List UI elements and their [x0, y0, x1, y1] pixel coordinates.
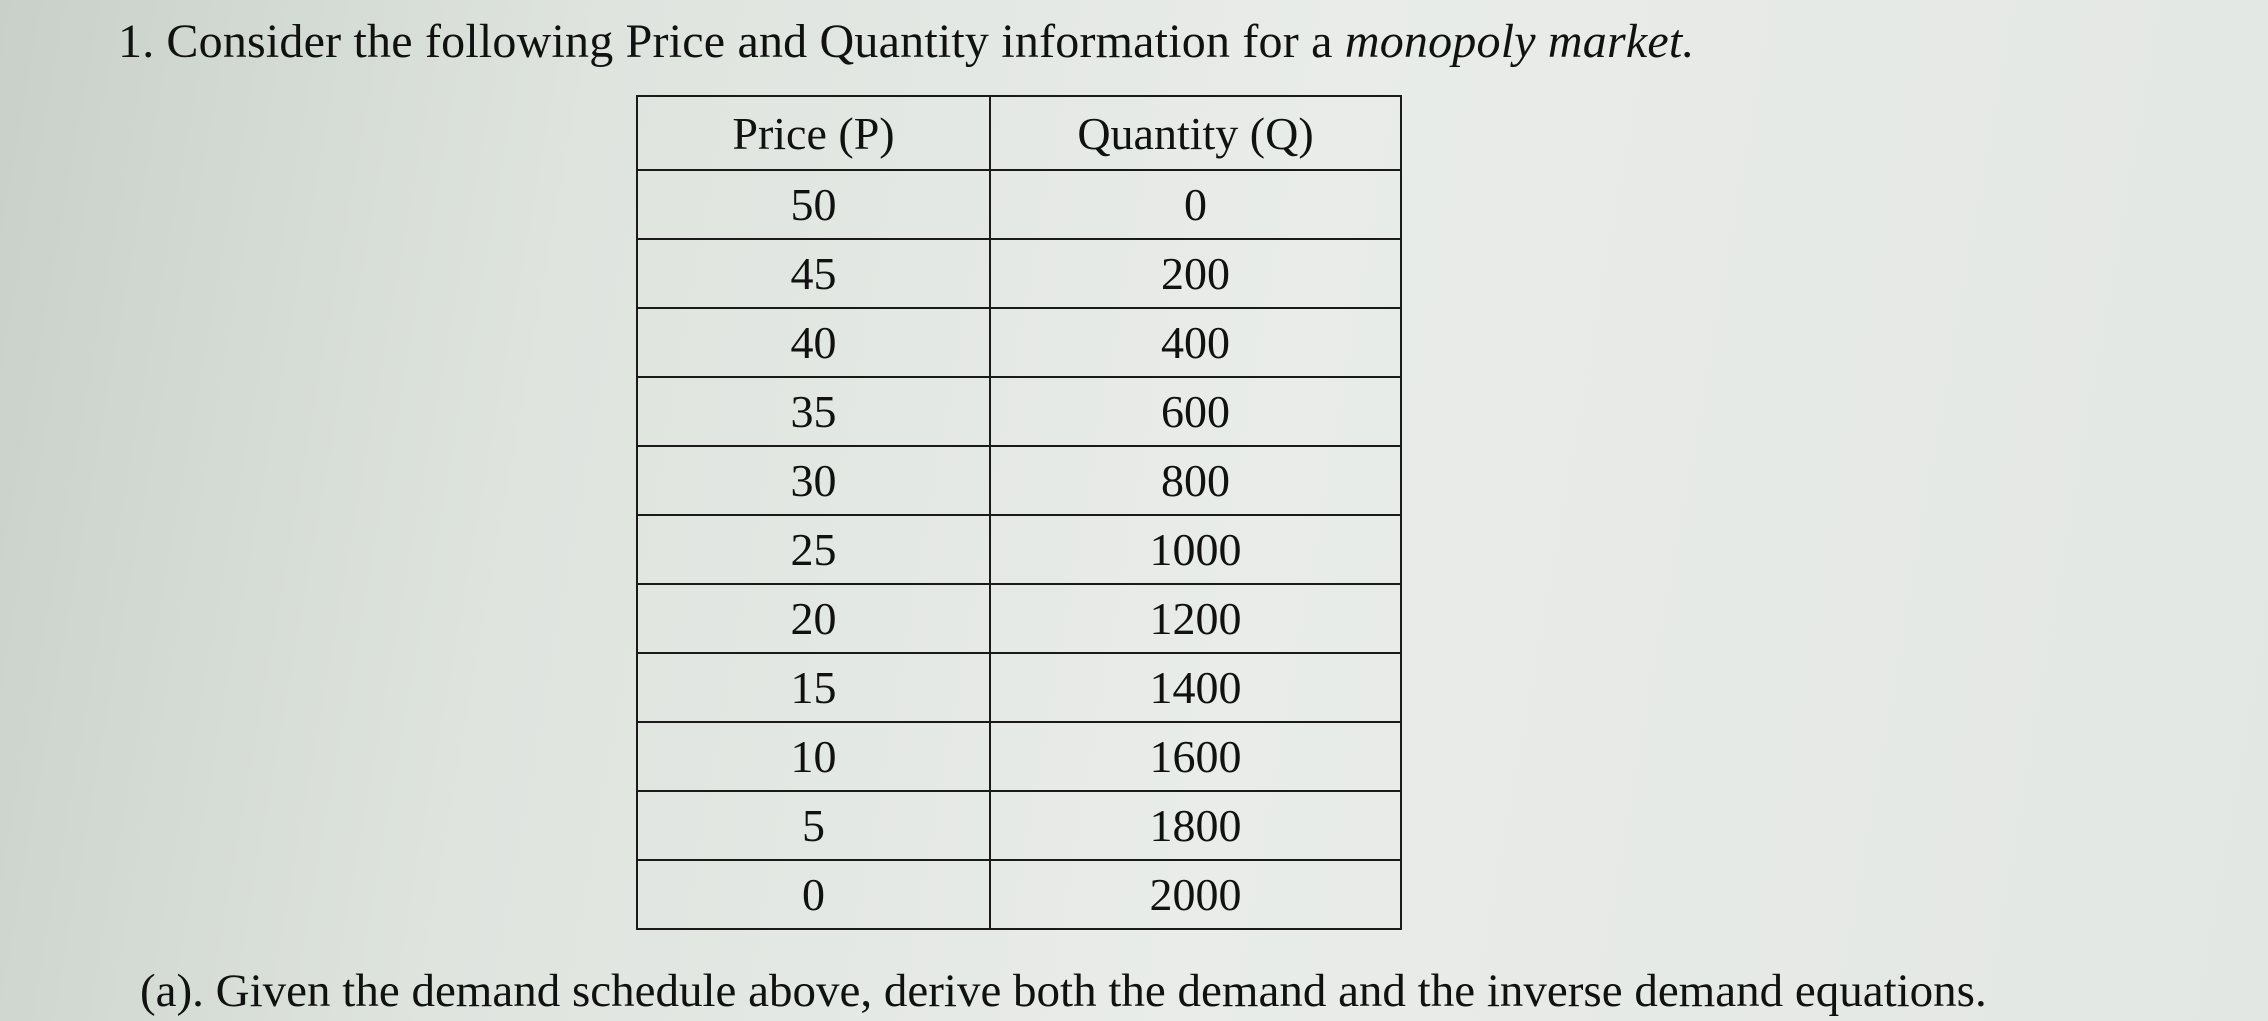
quantity-cell: 1800 [990, 791, 1401, 860]
price-cell: 35 [637, 377, 990, 446]
table-row [637, 653, 1401, 722]
price-cell: 10 [637, 722, 990, 791]
price-cell: 5 [637, 791, 990, 860]
quantity-cell: 800 [990, 446, 1401, 515]
price-cell: 0 [637, 860, 990, 929]
quantity-cell: 0 [990, 170, 1401, 239]
quantity-cell: 2000 [990, 860, 1401, 929]
quantity-cell: 400 [990, 308, 1401, 377]
quantity-cell: 1200 [990, 584, 1401, 653]
table-header-row [637, 96, 1401, 170]
quantity-cell: 600 [990, 377, 1401, 446]
header-quantity: Quantity (Q) [990, 96, 1401, 170]
table-row [637, 515, 1401, 584]
price-cell: 20 [637, 584, 990, 653]
price-cell: 25 [637, 515, 990, 584]
table-row [637, 446, 1401, 515]
table-row [637, 860, 1401, 929]
question-number: 1. [118, 15, 155, 68]
price-cell: 50 [637, 170, 990, 239]
demand-schedule-table [636, 95, 1400, 930]
table-row [637, 791, 1401, 860]
quantity-cell: 1000 [990, 515, 1401, 584]
table-row [637, 584, 1401, 653]
table-row [637, 722, 1401, 791]
question-1 [118, 12, 1695, 72]
table-row [637, 170, 1401, 239]
table-row [637, 377, 1401, 446]
table-row [637, 308, 1401, 377]
quantity-cell: 1400 [990, 653, 1401, 722]
table-row [637, 239, 1401, 308]
price-cell: 30 [637, 446, 990, 515]
price-cell: 40 [637, 308, 990, 377]
quantity-cell: 200 [990, 239, 1401, 308]
question-text: Consider the following Price and Quantity information for a [166, 15, 1333, 68]
part-a-prompt: (a). Given the demand schedule above, derive both the demand and the inverse demand equations. [140, 965, 1987, 1017]
price-cell: 15 [637, 653, 990, 722]
question-emphasis: monopoly market. [1344, 15, 1695, 68]
quantity-cell: 1600 [990, 722, 1401, 791]
header-price: Price (P) [637, 96, 990, 170]
price-cell: 45 [637, 239, 990, 308]
